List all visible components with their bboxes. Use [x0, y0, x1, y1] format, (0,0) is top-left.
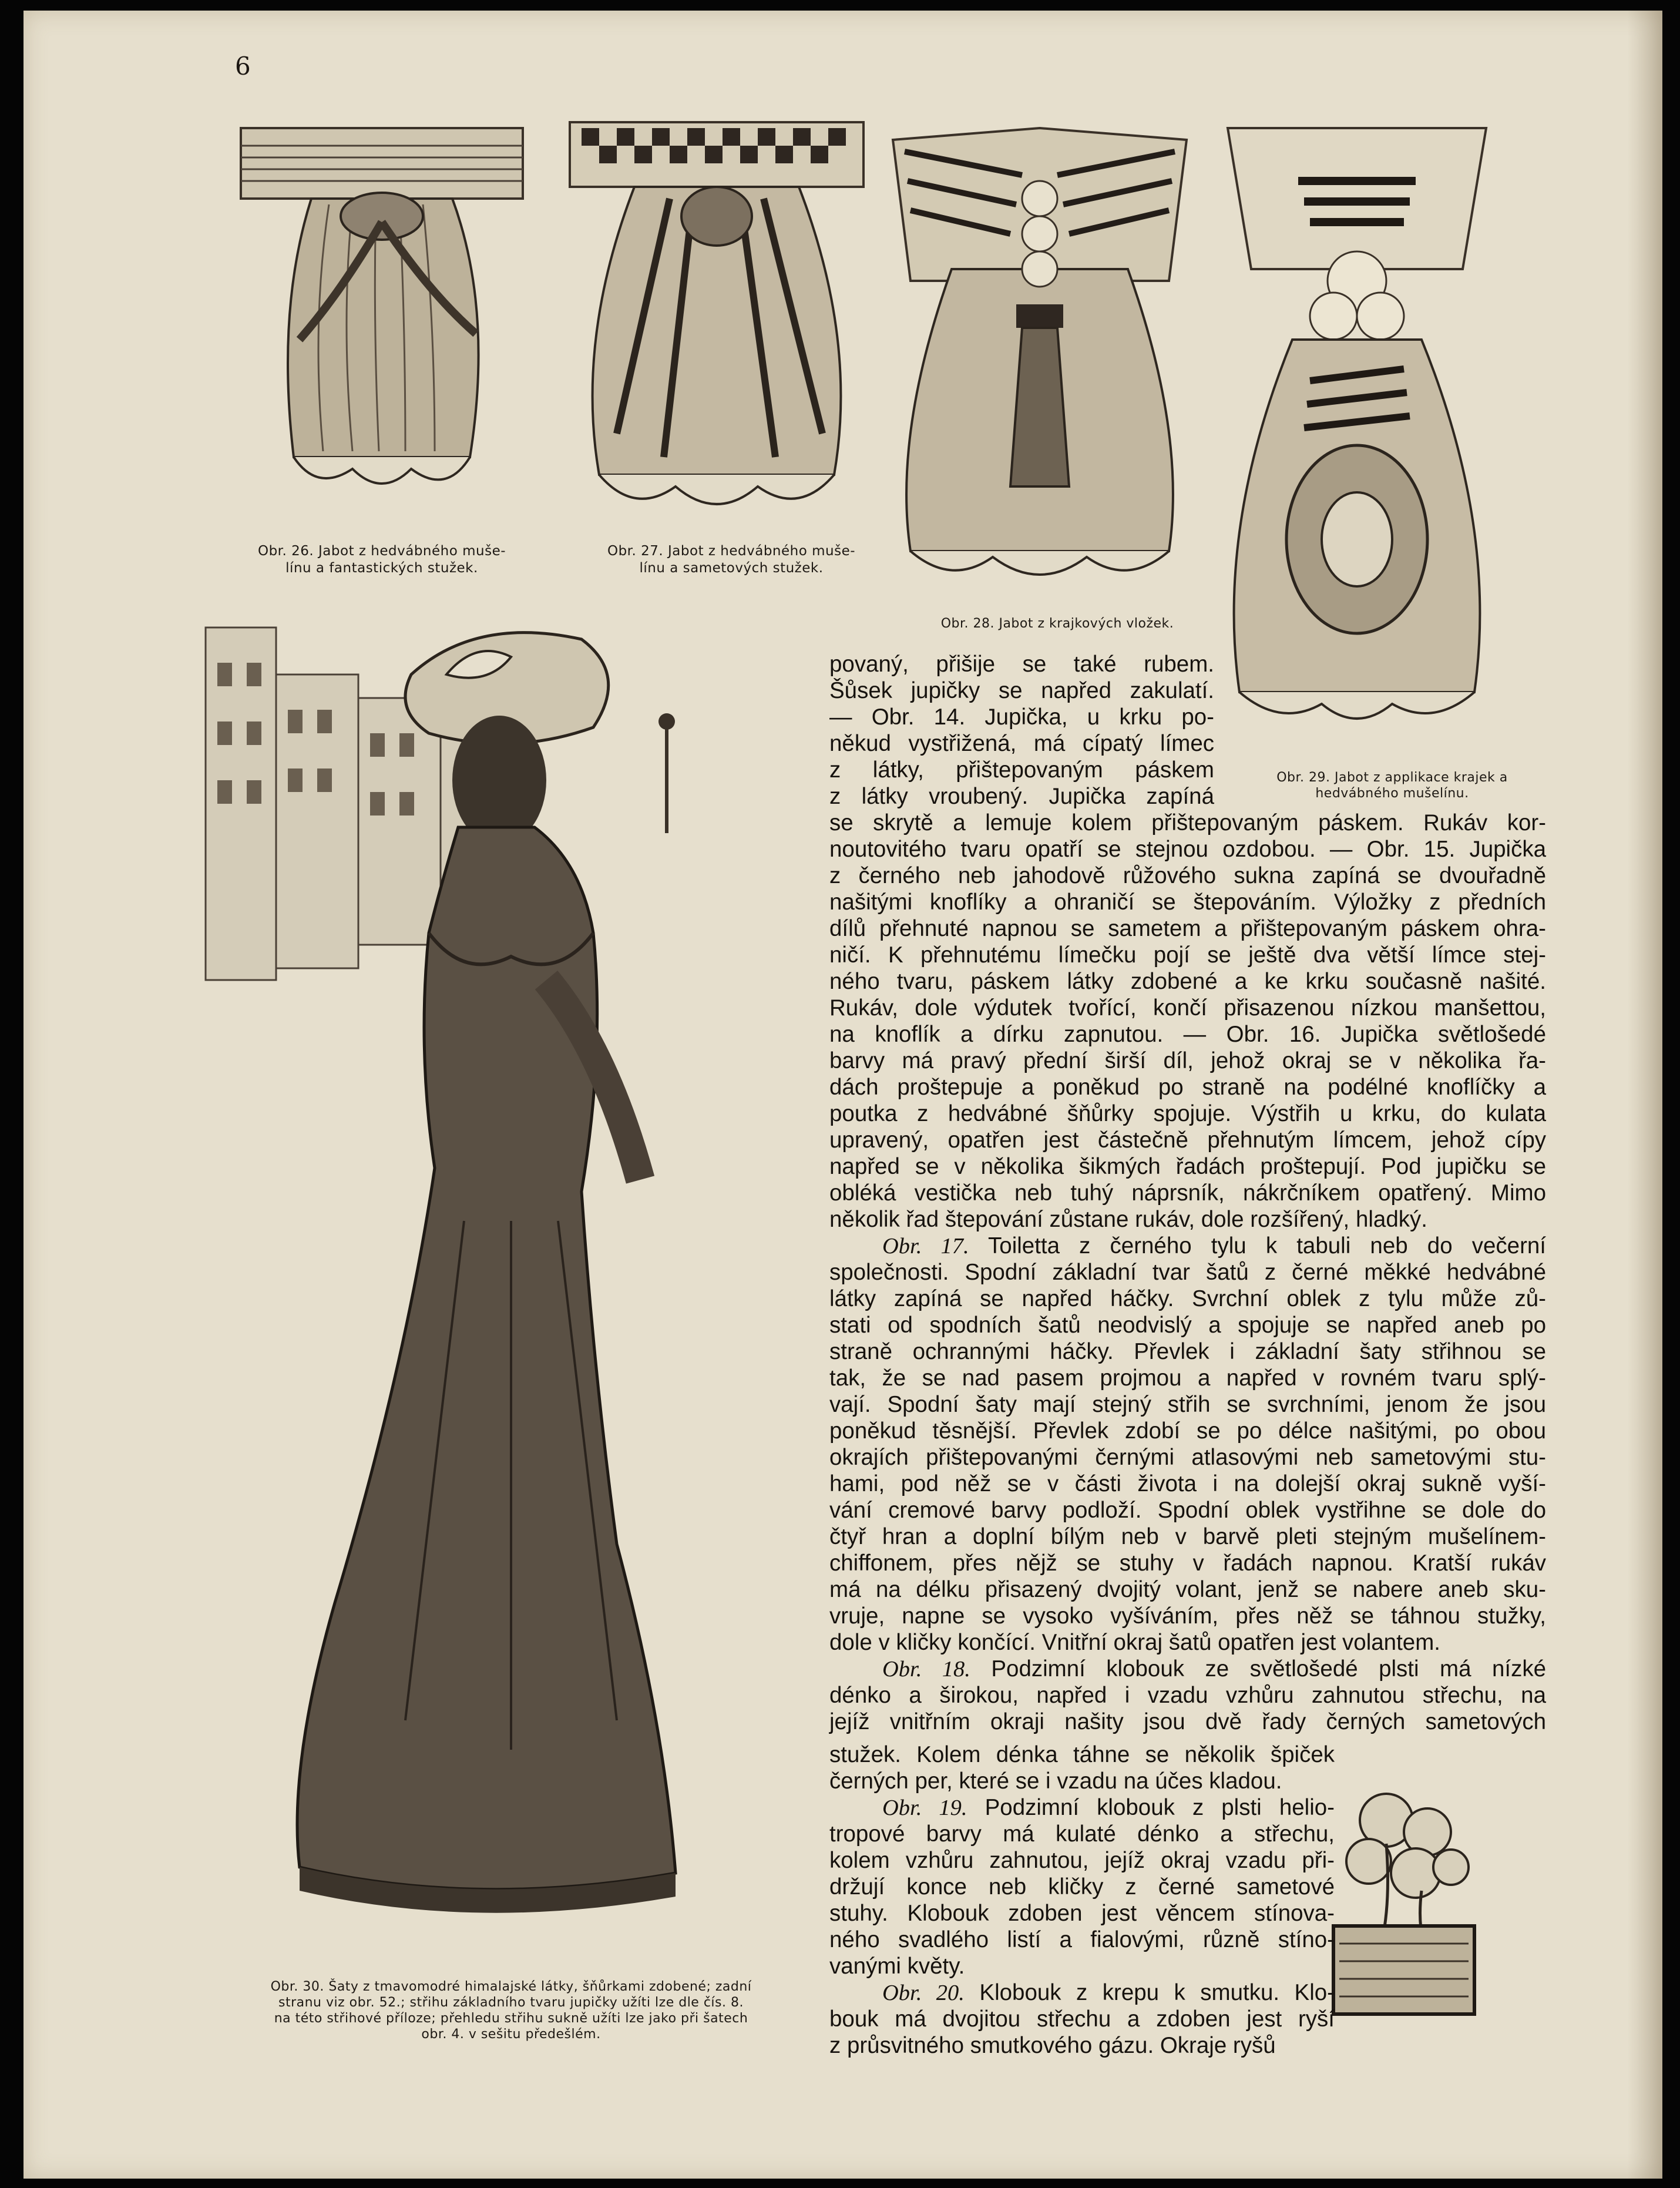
text-line: jejíž vnitřním okraji našity jsou dvě řady černých sametových [829, 1709, 1546, 1734]
caption-line: hedvábného mušelínu. [1315, 786, 1469, 801]
caption-line: línu a fantastických stužek. [285, 561, 478, 576]
paragraph-19-first-line [829, 1794, 1335, 1821]
text-line: látky zapíná se napřed háčky. Svrchní oblek z tylu může zů- [829, 1286, 1546, 1311]
figure-ref-17: Obr. 17. [882, 1234, 969, 1259]
jabot-illustration-28 [875, 105, 1204, 592]
text-line: Rukáv, dole výdutek tvořící, končí přisazenou nízkou manšettou, [829, 995, 1546, 1021]
paragraph-17-first-line [829, 1233, 1546, 1259]
caption-line: na této střihové příloze; přehledu střihu sukně užíti lze jako při šatech [274, 2011, 748, 2026]
text-line: stuhy. Klobouk zdoben jest věncem stínova- [829, 1901, 1335, 1926]
text-line: někud vystřižená, má cípatý límec [829, 731, 1214, 756]
caption-line: Obr. 29. Jabot z applikace krajek a [1276, 770, 1508, 785]
text-line: barvy má pravý přední širší díl, jehož okraj se v několika řa- [829, 1048, 1546, 1073]
text-line: noutovitého tvaru opatří se stejnou ozdobou. — Obr. 15. Jupička [829, 837, 1546, 862]
text-run: Toiletta z černého tylu k tabuli neb do večerní [969, 1233, 1546, 1259]
text-run: Podzimní klobouk ze světlošedé plsti má nízké [970, 1656, 1546, 1682]
body-text-narrow [829, 651, 1214, 810]
text-line: vání cremové barvy podloží. Spodní oblek vystřihne se dole do [829, 1498, 1546, 1523]
caption-line: Obr. 27. Jabot z hedvábného muše- [607, 543, 856, 559]
text-line: poněkud těsnější. Převlek zdobí se po délce našitými, po obou [829, 1418, 1546, 1444]
text-line: z látky, přištepovaným páskem [829, 757, 1214, 783]
text-line: ničí. K přehnutému límečku pojí se ještě dva větší límce stej- [829, 942, 1546, 968]
caption-line: Obr. 30. Šaty z tmavomodré himalajské látky, šňůrkami zdobené; zadní [270, 1979, 752, 1994]
text-run: Podzimní klobouk z plsti helio- [967, 1795, 1335, 1820]
jabot-illustration-29 [1204, 116, 1510, 739]
text-line: upravený, opatřen jest částečně přehnutým límcem, jehož cípy [829, 1127, 1546, 1153]
text-run: Klobouk z krepu k smutku. Klo- [964, 1980, 1335, 2005]
text-line: tropové barvy má kulaté dénko a střechu, [829, 1821, 1335, 1847]
text-line: čtyř hran a doplní bílým neb v barvě pleti stejným mušelínem- [829, 1524, 1546, 1549]
text-line: držují konce neb kličky z černé sametové [829, 1874, 1335, 1900]
text-line: dénko a širokou, napřed i vzadu vzhůru zahnutou střechu, na [829, 1683, 1546, 1708]
page-number: 6 [235, 52, 251, 80]
text-line: poutka z hedvábné šňůrky spojuje. Výstřih u krku, do kulata [829, 1101, 1546, 1126]
body-text-lower [829, 1741, 1335, 2059]
text-line: ného tvaru, páskem látky zdobené a ke krku současně našité. [829, 969, 1546, 994]
caption-fig-28 [905, 616, 1210, 632]
figure-ref-19: Obr. 19. [882, 1796, 967, 1820]
caption-line: Obr. 28. Jabot z krajkových vložek. [940, 616, 1174, 631]
caption-fig-26 [229, 543, 535, 577]
text-line: chiffonem, přes nějž se stuhy v řadách napnou. Kratší rukáv [829, 1551, 1546, 1576]
caption-line: obr. 4. v sešitu předešlém. [421, 2027, 601, 2042]
page-fold-shadow [1627, 11, 1662, 2179]
dress-illustration-30 [182, 604, 799, 1926]
body-text-main [829, 810, 1546, 1735]
text-line: našitými knoflíky a ohraničí se štepováním. Výložky z předních [829, 890, 1546, 915]
caption-line: Obr. 26. Jabot z hedvábného muše- [257, 543, 506, 559]
text-line: společnosti. Spodní základní tvar šatů z černé měkké hedvábné [829, 1260, 1546, 1285]
text-line: černých per, které se i vzadu na účes kladou. [829, 1768, 1282, 1794]
text-line: straně ochrannými háčky. Převlek i základní šaty střihnou se [829, 1339, 1546, 1364]
text-line: dílů přehnuté napnou se sametem a přištepovaným páskem ohra- [829, 916, 1546, 941]
text-line: kolem vzhůru zahnutou, jejíž okraj vzadu při- [829, 1848, 1335, 1873]
flower-vignette [1316, 1773, 1492, 2020]
text-line: několik řad štepování zůstane rukáv, dole rozšířený, hladký. [829, 1207, 1427, 1232]
text-line: povaný, přišije se také rubem. [829, 652, 1214, 677]
text-line: stati od spodních šatů neodvislý a spojuje se napřed aneb po [829, 1313, 1546, 1338]
text-line: z černého neb jahodově růžového sukna zapíná se dvouřadně [829, 863, 1546, 888]
text-line: dole v kličky končící. Vnitřní okraj šatů opatřen jest volantem. [829, 1630, 1440, 1655]
jabot-illustration-27 [552, 105, 881, 528]
figure-ref-20: Obr. 20. [882, 1981, 965, 2005]
text-line: stužek. Kolem dénka táhne se několik špiček [829, 1742, 1335, 1767]
text-line: vají. Spodní šaty mají stejný střih se svrchními, jenom že jsou [829, 1392, 1546, 1417]
magazine-page [23, 11, 1662, 2179]
figure-ref-18: Obr. 18. [882, 1657, 970, 1682]
text-line: tak, že se nad pasem projmou a napřed v rovném tvaru splý- [829, 1365, 1546, 1391]
text-line: dách proštepuje a poněkud po straně na podélné knoflíčky a [829, 1075, 1546, 1100]
text-line: napřed se v několika šikmých řadách proštepují. Pod jupičku se [829, 1154, 1546, 1179]
text-line: z látky vroubený. Jupička zapíná [829, 784, 1214, 809]
text-line: — Obr. 14. Jupička, u krku po- [829, 704, 1214, 730]
jabot-illustration-26 [223, 116, 540, 510]
caption-fig-30 [217, 1979, 805, 2042]
paragraph-20-first-line [829, 1979, 1335, 2006]
text-line: se skrytě a lemuje kolem přištepovaným páskem. Rukáv kor- [829, 810, 1546, 835]
text-line: okrajích přištepovanými černými atlasovými neb sametovými stu- [829, 1445, 1546, 1470]
caption-line: línu a sametových stužek. [639, 561, 824, 576]
text-line: hami, pod něž se v části života i na dolejší okraj sukně vyší- [829, 1471, 1546, 1496]
text-line: z průsvitného smutkového gázu. Okraje ryšů [829, 2033, 1276, 2058]
caption-fig-27 [579, 543, 884, 577]
text-line: na knoflík a dírku zapnutou. — Obr. 16. Jupička světlošedé [829, 1022, 1546, 1047]
text-line: má na délku přisazený dvojitý volant, jenž se nabere aneb sku- [829, 1577, 1546, 1602]
text-line: vanými květy. [829, 1954, 965, 1979]
caption-fig-29 [1228, 770, 1557, 801]
text-line: obléká vestička neb tuhý náprsník, nákrčníkem opatřený. Mimo [829, 1180, 1546, 1206]
text-line: vruje, napne se vysoko vyšíváním, přes něž se táhnou stužky, [829, 1603, 1546, 1629]
text-line: bouk má dvojitou střechu a zdoben jest ryší [829, 2006, 1335, 2032]
paragraph-18-first-line [829, 1656, 1546, 1682]
text-line: ného svadlého listí a fialovými, různě stíno- [829, 1927, 1335, 1952]
text-line: Šůsek jupičky se napřed zakulatí. [829, 678, 1214, 703]
caption-line: stranu viz obr. 52.; střihu základního tvaru jupičky užíti lze dle čís. 8. [278, 1995, 744, 2010]
